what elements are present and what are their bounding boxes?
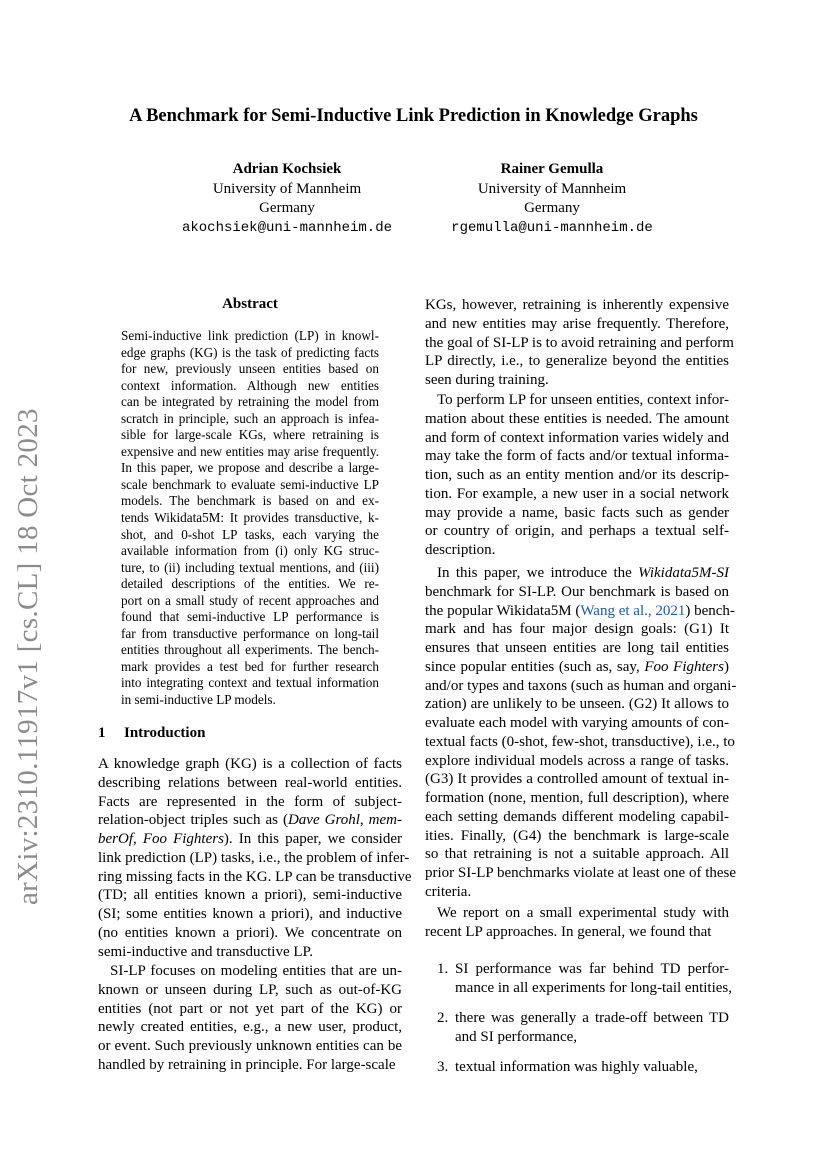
text-span: In this paper, we introduce the [437,565,639,581]
text-line: known or unseen during LP, such as out-of-KG [98,981,402,998]
paragraph [425,904,729,942]
text-line: entities throughout all experiments. The bench- [121,642,379,658]
text-line: tends Wikidata5M: It provides transductive, k- [121,510,379,526]
text-span: , [359,812,369,829]
text-line: and new entities may arise frequently. Therefore, [425,315,729,332]
text-line: prior SI-LP benchmarks violate at least one of these [425,865,737,881]
text-line: Facts are represented in the form of subject- [98,793,402,810]
text-line: each setting demands different modeling capabil- [425,808,729,825]
text-line: Semi-inductive link prediction (LP) in knowl- [121,328,379,343]
text-line: or country of origin, and perhaps a textual self- [425,523,729,540]
text-line: In this paper, we propose and describe a large- [121,460,379,476]
text-line [425,602,735,621]
text-line: tion. For example, a new user in a social network [425,485,729,502]
text-line: models. The benchmark is based on and ex- [121,493,379,509]
paragraph [425,391,729,560]
text-line: far from transductive performance on long-tail [121,625,379,641]
text-line: or event. Such previously unknown entities can be [98,1038,402,1054]
author-name: Adrian Kochsiek [232,161,342,177]
text-line: seen during training. [425,372,549,388]
text-span: ) bench- [685,602,735,619]
text-line: entities (not part or not yet part of the KG) or [98,1000,402,1017]
list-number: 1. [437,961,449,977]
text-line: for new, previously unseen entities based on [121,361,379,377]
text-line: To perform LP for unseen entities, context infor- [437,392,729,408]
paragraph [98,755,412,961]
text-line: We report on a small experimental study with [437,905,729,921]
text-line: SI-LP focuses on modeling entities that are un- [110,963,402,979]
author-affiliation: University of Mannheim [212,180,362,197]
text-line: explore individual models across a range of tasks. [425,752,729,769]
text-line: link prediction (LP) tasks, i.e., the problem of infer- [98,849,410,866]
author-name: Rainer Gemulla [500,161,604,177]
section-number: 1 [98,725,106,741]
italic-text: Wikidata5M-SI [638,565,729,581]
text-line: so that retraining is not a suitable approach. All [425,846,729,863]
text-line: tion, such as an entity mention and/or its descrip- [425,467,729,483]
text-line: description. [425,542,496,558]
text-line: and/or types and taxons (such as human and organi- [425,677,737,694]
list-item [455,960,732,998]
text-line: may take the form of facts and/or textual informa- [425,448,729,465]
text-line: mark and has four major design goals: (G1) It [425,621,729,638]
text-line: ensures that unseen entities are long tail entities [425,640,729,656]
text-line: SI performance was far behind TD perfor- [455,961,729,977]
text-line: (TD; all entities known a priori), semi-inductive [98,887,402,904]
list-number: 2. [437,1010,449,1026]
paragraph [425,564,737,902]
paragraph [425,296,734,390]
text-line: (SI; some entities known a priori), and inductive [98,906,402,922]
text-line: (no entities known a priori). We concentrate on [98,924,402,941]
text-line: criteria. [425,883,472,900]
author-affiliation: University of Mannheim [477,180,627,197]
text-line: may provide a name, basic facts such as gender [425,504,729,521]
text-line: handled by retraining in principle. For large-scale [98,1056,396,1073]
section-title: Introduction [124,725,206,741]
text-span: the popular Wikidata5M ( [425,602,581,619]
text-line: newly created entities, e.g., a new user, product, [98,1019,402,1036]
text-line: available information from (i) only KG struc- [121,543,379,559]
list-number: 3. [437,1059,449,1075]
paper-title: A Benchmark for Semi-Inductive Link Prediction in Knowledge Graphs [129,106,698,126]
abstract-body [121,328,379,709]
text-line: textual information was highly valuable, [455,1059,698,1075]
text-span: relation-object triples such as ( [98,812,288,829]
text-line: benchmark for SI-LP. Our benchmark is based on [425,583,729,600]
text-line: edge graphs (KG) is the task of predicting facts [121,344,379,360]
text-line: ities. Finally, (G4) the benchmark is large-scale [425,827,729,844]
text-line: there was generally a trade-off between TD [455,1010,729,1026]
text-line: mark provides a test bed for further research [121,658,379,674]
text-line: A knowledge graph (KG) is a collection of facts [98,756,402,772]
text-line: and form of context information varies widely and [425,429,729,446]
list-item [455,1058,729,1077]
text-span: , [133,831,143,847]
text-span: ) [723,658,729,675]
italic-text: berOf [98,831,133,847]
author-email[interactable]: rgemulla@uni-mannheim.de [451,219,653,236]
text-line: formation (none, mention, full description), where [425,790,729,806]
text-span: ). In this paper, we consider [223,831,403,847]
text-line: describing relations between real-world entities. [98,774,402,791]
text-line: scale benchmark to evaluate semi-inductive LP [121,476,379,492]
text-line: can be integrated by retraining the model from [121,394,379,410]
text-line [425,564,729,583]
text-line: mation about these entities is needed. The amount [425,410,729,427]
italic-text: Dave Grohl [287,812,360,829]
text-line: expensive and new entities may arise frequently. [121,443,379,459]
text-line: KGs, however, retraining is inherently expensive [425,297,729,313]
text-line: ture, to (ii) including textual mentions, and (iii) [121,559,379,575]
author-country: Germany [259,200,315,216]
arxiv-stamp: arXiv:2310.11917v1 [cs.CL] 18 Oct 2023 [12,408,44,905]
text-line: mance in all experiments for long-tail entities, [455,979,732,996]
text-line [425,658,729,677]
italic-text: mem- [368,812,402,829]
author-email[interactable]: akochsiek@uni-mannheim.de [181,219,393,236]
text-line: textual facts (0-shot, few-shot, transductive), i.e., to [425,733,735,750]
list-item [455,1009,729,1047]
citation-link[interactable]: Wang et al., 2021 [580,602,686,619]
section-heading [98,725,205,742]
text-line: the goal of SI-LP is to avoid retraining and perform [425,334,734,351]
text-line: context information. Although new entities [121,377,379,393]
italic-text: Foo Fighters [644,658,724,675]
text-line: semi-inductive and transductive LP. [98,943,313,960]
text-line: LP directly, i.e., to generalize beyond the entities [425,353,729,370]
text-line: scratch in principle, such an approach is infea- [121,410,379,426]
text-line: detailed descriptions of the entities. We re- [121,576,379,592]
text-line: recent LP approaches. In general, we found that [425,923,712,940]
text-line: evaluate each model with varying amounts of con- [425,715,729,731]
text-line: port on a small study of recent approaches and [121,592,379,608]
text-line: (G3) It provides a controlled amount of textual in- [425,771,729,788]
text-line: shot, and 0-shot LP tasks, each varying the [121,526,379,542]
text-line: sible for large-scale KGs, where retraining is [121,427,379,443]
author-block [137,160,437,238]
author-block [402,160,702,238]
text-line: found that semi-inductive LP performance is [121,609,379,625]
text-line: and SI performance, [455,1028,578,1045]
italic-text: Foo Fighters [142,831,224,847]
text-line [98,811,402,830]
text-span: since popular entities (such as, say, [425,658,645,675]
text-line: ring missing facts in the KG. LP can be transductive [98,868,412,885]
paragraph [98,962,402,1075]
author-country: Germany [524,200,580,216]
text-line: into integrating context and textual information [121,675,379,691]
text-line: zation) are unlikely to be unseen. (G2) It allows to [425,696,729,713]
abstract-heading: Abstract [222,296,278,312]
text-line: in semi-inductive LP models. [121,692,276,708]
text-line [98,830,402,849]
